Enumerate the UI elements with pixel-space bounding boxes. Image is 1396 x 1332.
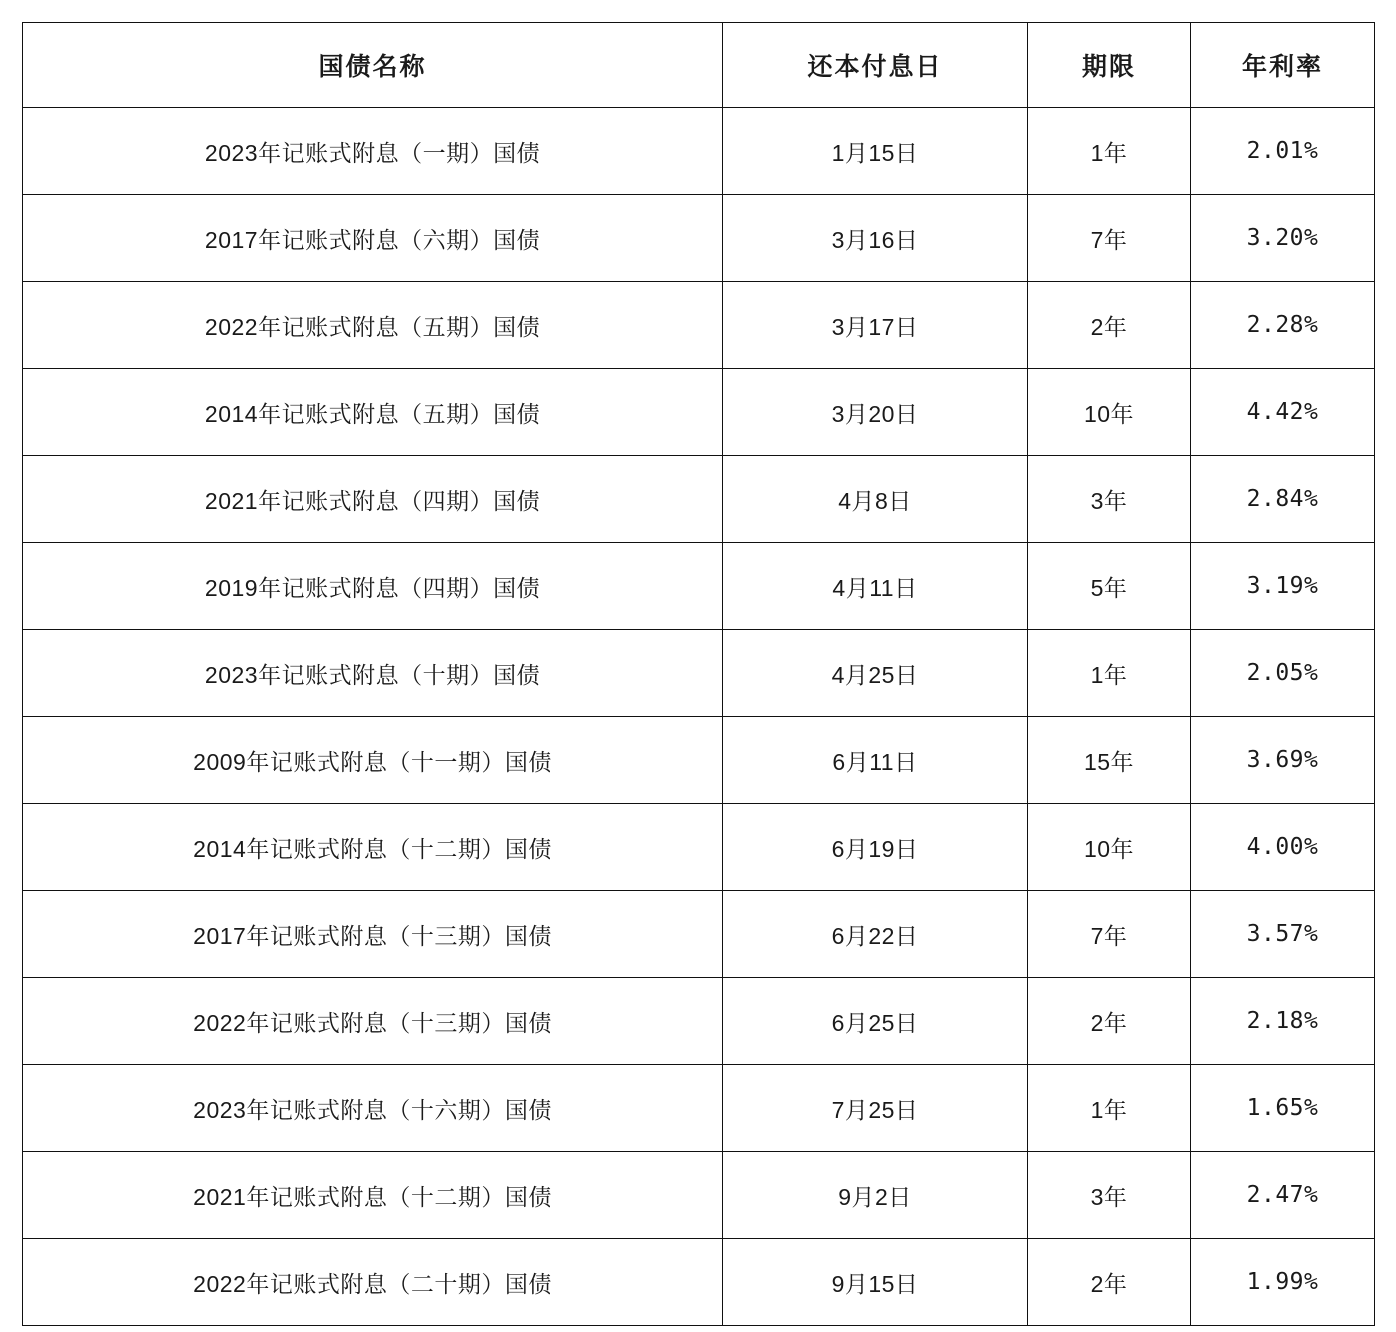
treasury-bond-table [22,22,1375,1326]
cell-bond-name: 2009年记账式附息（十一期）国债 [23,717,723,804]
cell-annual-rate: 4.00% [1191,804,1375,891]
cell-bond-name: 2017年记账式附息（十三期）国债 [23,891,723,978]
cell-annual-rate: 4.42% [1191,369,1375,456]
cell-bond-name: 2021年记账式附息（十二期）国债 [23,1152,723,1239]
cell-payment-date: 6月22日 [723,891,1028,978]
cell-term: 2年 [1028,978,1191,1065]
cell-annual-rate: 2.84% [1191,456,1375,543]
cell-annual-rate: 2.05% [1191,630,1375,717]
cell-term: 3年 [1028,1152,1191,1239]
column-header-name: 国债名称 [23,23,723,108]
table-row [23,456,1375,543]
cell-term: 2年 [1028,282,1191,369]
table-row [23,282,1375,369]
cell-payment-date: 6月25日 [723,978,1028,1065]
cell-bond-name: 2014年记账式附息（五期）国债 [23,369,723,456]
column-header-rate: 年利率 [1191,23,1375,108]
cell-payment-date: 1月15日 [723,108,1028,195]
cell-bond-name: 2022年记账式附息（五期）国债 [23,282,723,369]
cell-payment-date: 9月2日 [723,1152,1028,1239]
cell-payment-date: 3月16日 [723,195,1028,282]
cell-bond-name: 2017年记账式附息（六期）国债 [23,195,723,282]
cell-term: 2年 [1028,1239,1191,1326]
cell-annual-rate: 2.28% [1191,282,1375,369]
table-header [23,23,1375,108]
table-row [23,891,1375,978]
cell-bond-name: 2021年记账式附息（四期）国债 [23,456,723,543]
table-row [23,108,1375,195]
table-row [23,804,1375,891]
table-row [23,369,1375,456]
cell-annual-rate: 2.18% [1191,978,1375,1065]
cell-payment-date: 4月25日 [723,630,1028,717]
cell-bond-name: 2023年记账式附息（一期）国债 [23,108,723,195]
cell-term: 10年 [1028,804,1191,891]
table-row [23,1065,1375,1152]
table-row [23,195,1375,282]
cell-term: 1年 [1028,630,1191,717]
cell-annual-rate: 3.57% [1191,891,1375,978]
cell-annual-rate: 2.47% [1191,1152,1375,1239]
cell-annual-rate: 2.01% [1191,108,1375,195]
cell-payment-date: 6月19日 [723,804,1028,891]
cell-payment-date: 9月15日 [723,1239,1028,1326]
cell-annual-rate: 3.20% [1191,195,1375,282]
cell-bond-name: 2014年记账式附息（十二期）国债 [23,804,723,891]
cell-annual-rate: 3.69% [1191,717,1375,804]
cell-term: 10年 [1028,369,1191,456]
cell-term: 3年 [1028,456,1191,543]
cell-bond-name: 2023年记账式附息（十期）国债 [23,630,723,717]
cell-annual-rate: 3.19% [1191,543,1375,630]
cell-bond-name: 2022年记账式附息（二十期）国债 [23,1239,723,1326]
cell-term: 5年 [1028,543,1191,630]
cell-bond-name: 2019年记账式附息（四期）国债 [23,543,723,630]
cell-bond-name: 2023年记账式附息（十六期）国债 [23,1065,723,1152]
cell-annual-rate: 1.65% [1191,1065,1375,1152]
table-row [23,717,1375,804]
table-row [23,630,1375,717]
cell-payment-date: 7月25日 [723,1065,1028,1152]
table-row [23,543,1375,630]
cell-payment-date: 4月11日 [723,543,1028,630]
table-row [23,1239,1375,1326]
header-row [23,23,1375,108]
column-header-date: 还本付息日 [723,23,1028,108]
cell-term: 15年 [1028,717,1191,804]
cell-term: 1年 [1028,108,1191,195]
cell-payment-date: 6月11日 [723,717,1028,804]
cell-term: 7年 [1028,891,1191,978]
table-row [23,978,1375,1065]
cell-payment-date: 3月20日 [723,369,1028,456]
cell-annual-rate: 1.99% [1191,1239,1375,1326]
table-row [23,1152,1375,1239]
cell-term: 7年 [1028,195,1191,282]
cell-bond-name: 2022年记账式附息（十三期）国债 [23,978,723,1065]
cell-payment-date: 3月17日 [723,282,1028,369]
table-body [23,108,1375,1326]
cell-term: 1年 [1028,1065,1191,1152]
column-header-term: 期限 [1028,23,1191,108]
cell-payment-date: 4月8日 [723,456,1028,543]
